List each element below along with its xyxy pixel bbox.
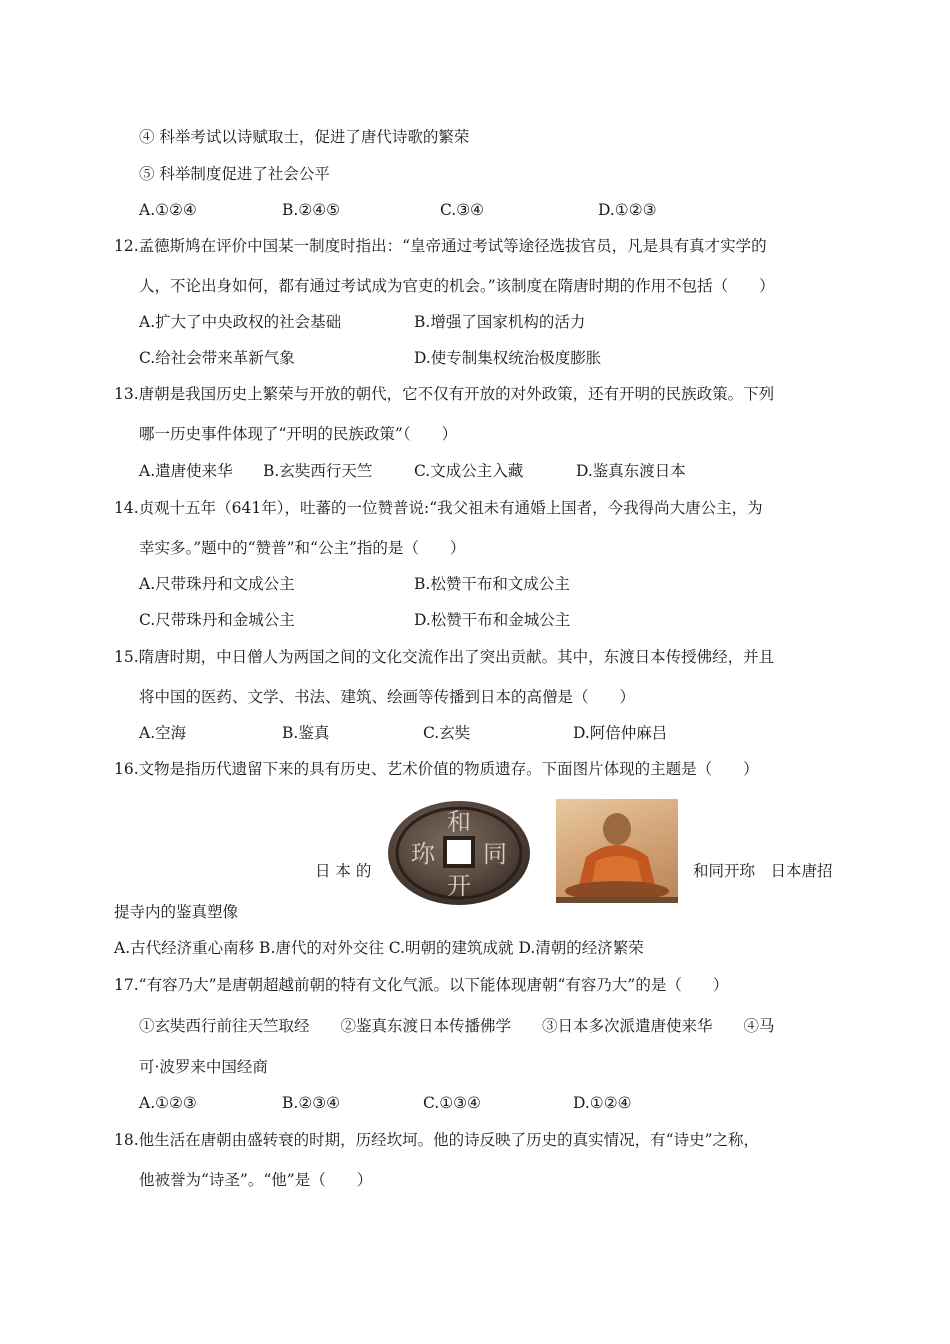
q15-option-c[interactable]: C.玄奘 xyxy=(423,724,471,742)
q13-stem-2: 哪一历史事件体现了“开明的民族政策”（ ） xyxy=(139,425,458,443)
q17-option-b[interactable]: B.②③④ xyxy=(282,1094,341,1112)
q13-option-a[interactable]: A.遣唐使来华 xyxy=(139,462,233,480)
q15-option-a[interactable]: A.空海 xyxy=(139,724,187,742)
q11-option-b[interactable]: B.②④⑤ xyxy=(282,201,341,219)
q14-option-b[interactable]: B.松赞干布和文成公主 xyxy=(414,575,570,593)
q14-option-a[interactable]: A.尺带珠丹和文成公主 xyxy=(139,575,295,593)
q14-stem-1: 14.贞观十五年（641年），吐蕃的一位赞普说:“我父祖未有通婚上国者，今我得尚大唐公主，为 xyxy=(114,499,763,517)
q12-option-d[interactable]: D.使专制集权统治极度膨胀 xyxy=(414,349,602,367)
q16-caption-right: 和同开珎 日本唐招 xyxy=(693,862,833,880)
q18-stem-2: 他被誉为“诗圣”。“他”是（ ） xyxy=(139,1171,373,1189)
q16-options[interactable]: A.古代经济重心南移 B.唐代的对外交往 C.明朝的建筑成就 D.清朝的经济繁荣 xyxy=(114,939,644,957)
coin-char-right: 同 xyxy=(483,840,507,868)
coin-char-bottom: 开 xyxy=(447,872,471,900)
q17-items-2: 可·波罗来中国经商 xyxy=(139,1058,268,1076)
q16-stem: 16.文物是指历代遗留下来的具有历史、艺术价值的物质遗存。下面图片体现的主题是（ ） xyxy=(114,760,759,778)
q17-option-c[interactable]: C.①③④ xyxy=(423,1094,481,1112)
q18-stem-1: 18.他生活在唐朝由盛转衰的时期，历经坎坷。他的诗反映了历史的真实情况，有“诗史”之称， xyxy=(114,1131,760,1149)
jianzhen-statue-image xyxy=(556,799,678,903)
q15-stem-1: 15.隋唐时期，中日僧人为两国之间的文化交流作出了突出贡献。其中，东渡日本传授佛经，并且 xyxy=(114,648,775,666)
q17-option-a[interactable]: A.①②③ xyxy=(139,1094,197,1112)
q12-stem-1: 12.孟德斯鸠在评价中国某一制度时指出：“皇帝通过考试等途径选拔官员，凡是具有真才实学的 xyxy=(114,237,767,255)
q13-option-c[interactable]: C.文成公主入藏 xyxy=(414,462,524,480)
coin-char-left: 珎 xyxy=(411,840,435,868)
q15-stem-2: 将中国的医药、文学、书法、建筑、绘画等传播到日本的高僧是（ ） xyxy=(139,688,636,706)
coin-char-top: 和 xyxy=(447,808,471,836)
q12-option-b[interactable]: B.增强了国家机构的活力 xyxy=(414,313,586,331)
q13-stem-1: 13.唐朝是我国历史上繁荣与开放的朝代，它不仅有开放的对外政策，还有开明的民族政策。下列 xyxy=(114,385,775,403)
statue-icon xyxy=(556,799,678,903)
statement-5: ⑤ 科举制度促进了社会公平 xyxy=(139,165,330,183)
q17-stem: 17.“有容乃大”是唐朝超越前朝的特有文化气派。以下能体现唐朝“有容乃大”的是（ ） xyxy=(114,976,729,994)
q12-option-a[interactable]: A.扩大了中央政权的社会基础 xyxy=(139,313,342,331)
wadokaichin-coin-image xyxy=(387,800,531,906)
coin-icon xyxy=(387,800,531,906)
q12-stem-2: 人，不论出身如何，都有通过考试成为官吏的机会。”该制度在隋唐时期的作用不包括（ ） xyxy=(139,277,775,295)
q13-option-d[interactable]: D.鉴真东渡日本 xyxy=(576,462,686,480)
q11-option-a[interactable]: A.①②④ xyxy=(139,201,197,219)
q14-option-d[interactable]: D.松赞干布和金城公主 xyxy=(414,611,571,629)
q11-option-c[interactable]: C.③④ xyxy=(440,201,485,219)
q15-option-d[interactable]: D.阿倍仲麻吕 xyxy=(573,724,668,742)
q16-caption-left: 日 本 的 xyxy=(315,862,372,880)
q16-caption-cont: 提寺内的鉴真塑像 xyxy=(114,903,239,921)
q14-option-c[interactable]: C.尺带珠丹和金城公主 xyxy=(139,611,295,629)
q17-option-d[interactable]: D.①②④ xyxy=(573,1094,632,1112)
q12-option-c[interactable]: C.给社会带来革新气象 xyxy=(139,349,295,367)
q15-option-b[interactable]: B.鉴真 xyxy=(282,724,330,742)
q13-option-b[interactable]: B.玄奘西行天竺 xyxy=(263,462,373,480)
q11-option-d[interactable]: D.①②③ xyxy=(598,201,657,219)
q17-items-1: ①玄奘西行前往天竺取经 ②鉴真东渡日本传播佛学 ③日本多次派遣唐使来华 ④马 xyxy=(139,1017,775,1035)
q14-stem-2: 幸实多。”题中的“赞普”和“公主”指的是（ ） xyxy=(139,539,466,557)
statement-4: ④ 科举考试以诗赋取士，促进了唐代诗歌的繁荣 xyxy=(139,128,470,146)
